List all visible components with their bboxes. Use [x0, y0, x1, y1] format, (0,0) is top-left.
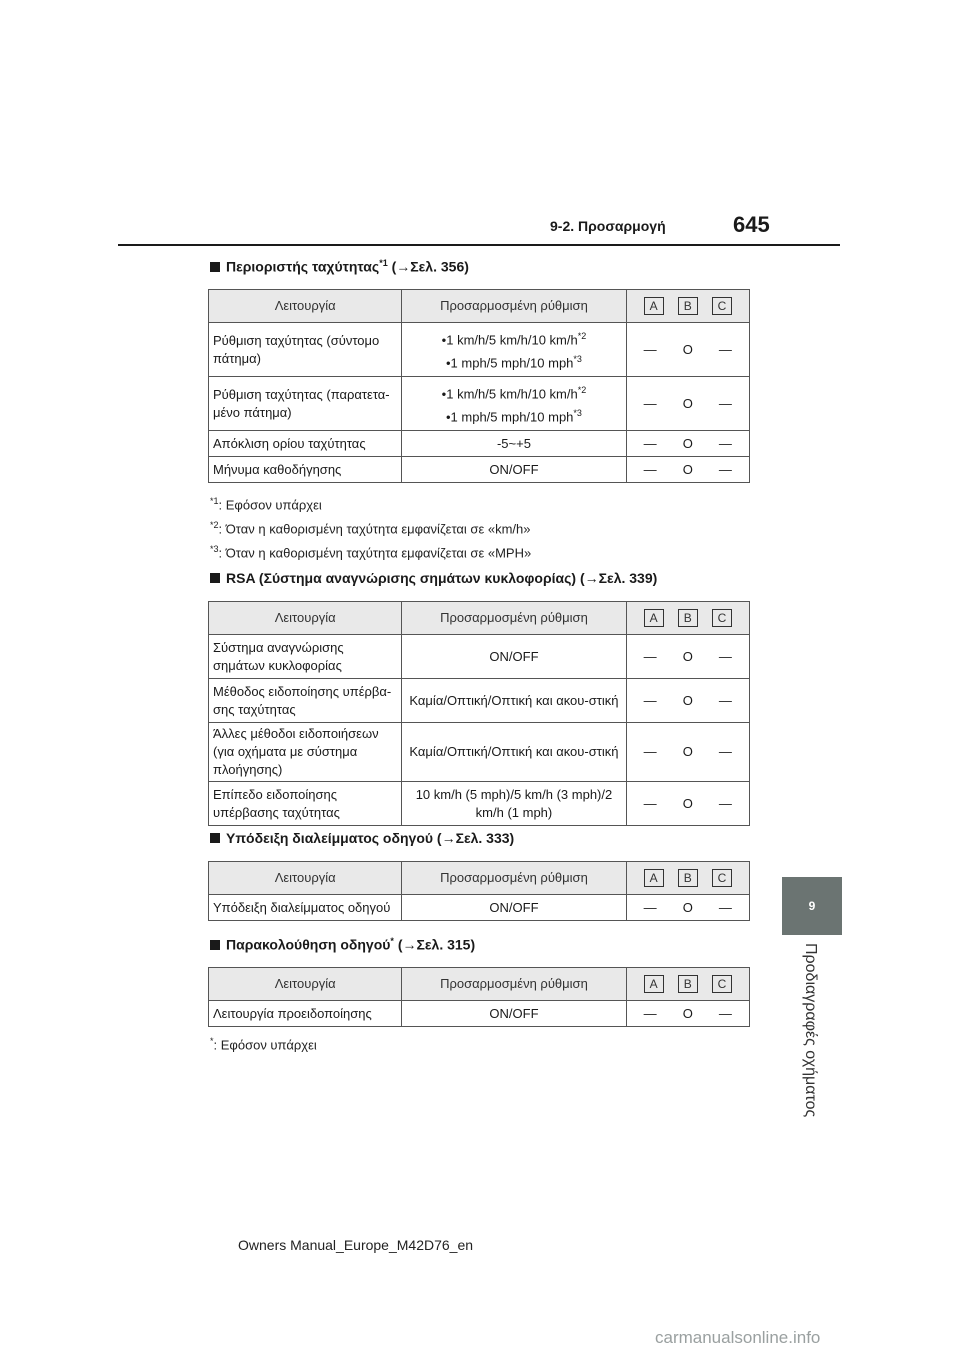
page-reference: (→Σελ. 339)	[579, 570, 658, 586]
setting-cell: ON/OFF	[402, 895, 626, 921]
footnote-marker: *1	[379, 258, 388, 268]
chapter-title: Προδιαγραφές οχήματος	[802, 943, 819, 1118]
setting-cell: -5~+5	[402, 431, 626, 457]
mark-a: —	[643, 744, 657, 759]
mark-a: —	[643, 395, 657, 411]
letter-a-box: A	[644, 297, 664, 315]
footnote	[210, 1036, 317, 1052]
mark-c: —	[718, 1005, 732, 1021]
chapter-tab	[782, 877, 842, 935]
mark-a: —	[643, 1005, 657, 1021]
mark-b: O	[682, 744, 693, 759]
table-header-row	[209, 290, 750, 323]
footnote-marker: *3	[573, 407, 582, 418]
section-header: 9-2. Προσαρμογή	[550, 218, 666, 234]
function-cell: Λειτουργία προειδοποίησης	[209, 1001, 402, 1027]
function-cell: Ρύθμιση ταχύτητας (σύντομο πάτημα)	[209, 323, 402, 377]
function-cell: Σύστημα αναγνώρισης σημάτων κυκλοφορίας	[209, 635, 402, 679]
letter-c-box: C	[712, 869, 732, 887]
setting-cell	[402, 323, 626, 377]
table-header-row	[209, 862, 750, 895]
header-abc	[626, 602, 749, 635]
driver-break-table	[208, 861, 750, 921]
header-abc	[626, 290, 749, 323]
letter-c-box: C	[712, 297, 732, 315]
footnote-marker: *2	[210, 520, 219, 530]
section-heading-rsa	[210, 570, 657, 586]
footnote	[210, 496, 322, 512]
mark-b: O	[682, 795, 693, 811]
function-cell: Άλλες μέθοδοι ειδοποιήσεων (για οχήματα με σύστημα πλοήγησης)	[209, 723, 402, 782]
function-cell: Απόκλιση ορίου ταχύτητας	[209, 431, 402, 457]
watermark: carmanualsonline.info	[655, 1328, 821, 1347]
mark-b: O	[682, 461, 693, 477]
page-number: 645	[733, 212, 770, 237]
chapter-side-label	[800, 943, 820, 1123]
setting-line: •1 km/h/5 km/h/10 km/h	[441, 386, 578, 402]
section-title: Παρακολούθηση οδηγού	[226, 936, 391, 953]
abc-cell	[626, 635, 749, 679]
table-row	[209, 377, 750, 431]
setting-cell: ON/OFF	[402, 1001, 626, 1027]
abc-cell	[626, 457, 749, 483]
mark-c: —	[718, 795, 732, 811]
table-row	[209, 895, 750, 921]
function-cell: Ρύθμιση ταχύτητας (παρατετα-μένο πάτημα)	[209, 377, 402, 431]
function-cell: Μήνυμα καθοδήγησης	[209, 457, 402, 483]
page-reference: (→Σελ. 315)	[397, 936, 476, 953]
footnote-marker: *	[390, 936, 394, 946]
setting-cell	[402, 377, 626, 431]
abc-cell	[626, 895, 749, 921]
section-heading-speed-limiter	[210, 258, 469, 275]
function-cell: Υπόδειξη διαλείμματος οδηγού	[209, 895, 402, 921]
table-row	[209, 782, 750, 826]
letter-b-box: B	[678, 609, 698, 627]
section-heading-driver-break	[210, 830, 514, 846]
header-setting: Προσαρμοσμένη ρύθμιση	[402, 862, 626, 895]
page-reference: (→Σελ. 333)	[436, 830, 515, 846]
footnote-marker: *3	[573, 353, 582, 364]
section-title: RSA (Σύστημα αναγνώρισης σημάτων κυκλοφορίας)	[226, 570, 577, 586]
setting-cell: ON/OFF	[402, 635, 626, 679]
footnote	[210, 544, 531, 560]
footnote-marker: *2	[577, 385, 587, 396]
chapter-number: 9	[808, 899, 816, 913]
mark-c: —	[718, 692, 732, 708]
letter-b-box: B	[678, 297, 698, 315]
driver-monitor-table	[208, 967, 750, 1027]
mark-c: —	[718, 395, 732, 411]
footnote-text: : Όταν η καθορισμένη ταχύτητα εμφανίζεται σε «km/h»	[218, 521, 531, 537]
header-function: Λειτουργία	[209, 862, 402, 895]
header-abc	[626, 968, 749, 1001]
rsa-table	[208, 601, 750, 826]
table-row	[209, 723, 750, 782]
section-title: Περιοριστής ταχύτητας	[226, 258, 380, 275]
square-bullet-icon	[210, 940, 220, 950]
header-function: Λειτουργία	[209, 968, 402, 1001]
mark-a: —	[643, 341, 657, 357]
header-function: Λειτουργία	[209, 290, 402, 323]
table-row	[209, 323, 750, 377]
footnote-marker: *	[210, 1036, 214, 1046]
footnote	[210, 520, 531, 536]
mark-b: O	[682, 1005, 693, 1021]
letter-a-box: A	[644, 869, 664, 887]
abc-cell	[626, 782, 749, 826]
footnote-text: : Εφόσον υπάρχει	[218, 497, 322, 513]
setting-line: •1 mph/5 mph/10 mph	[446, 408, 574, 424]
mark-c: —	[718, 435, 732, 451]
table-row	[209, 457, 750, 483]
letter-c-box: C	[712, 609, 732, 627]
header-setting: Προσαρμοσμένη ρύθμιση	[402, 968, 626, 1001]
square-bullet-icon	[210, 573, 220, 583]
header-function: Λειτουργία	[209, 602, 402, 635]
mark-a: —	[643, 461, 657, 477]
mark-c: —	[718, 341, 732, 357]
footnote-text: : Εφόσον υπάρχει	[213, 1037, 317, 1053]
setting-line: •1 mph/5 mph/10 mph	[446, 354, 574, 370]
abc-cell	[626, 323, 749, 377]
setting-cell: 10 km/h (5 mph)/5 km/h (3 mph)/2 km/h (1 mph)	[402, 782, 626, 826]
section-title: Υπόδειξη διαλείμματος οδηγού	[226, 830, 434, 846]
abc-cell	[626, 1001, 749, 1027]
table-row	[209, 635, 750, 679]
square-bullet-icon	[210, 262, 220, 272]
mark-b: O	[682, 341, 693, 357]
table-row	[209, 431, 750, 457]
mark-b: O	[682, 692, 693, 708]
letter-b-box: B	[678, 869, 698, 887]
table-row	[209, 1001, 750, 1027]
section-heading-driver-monitor	[210, 936, 475, 953]
page-reference: (→Σελ. 356)	[391, 258, 469, 275]
footnote-marker: *1	[210, 496, 219, 506]
footer-manual-id: Owners Manual_Europe_M42D76_en	[238, 1237, 474, 1253]
table-header-row	[209, 602, 750, 635]
square-bullet-icon	[210, 833, 220, 843]
letter-a-box: A	[644, 975, 664, 993]
mark-c: —	[718, 744, 732, 759]
abc-cell	[626, 679, 749, 723]
function-cell: Επίπεδο ειδοποίησης υπέρβασης ταχύτητας	[209, 782, 402, 826]
mark-c: —	[718, 461, 732, 477]
speed-limiter-table	[208, 289, 750, 483]
mark-b: O	[682, 435, 693, 451]
mark-a: —	[643, 435, 657, 451]
footnote-text: : Όταν η καθορισμένη ταχύτητα εμφανίζεται σε «MPH»	[218, 545, 532, 561]
header-setting: Προσαρμοσμένη ρύθμιση	[402, 290, 626, 323]
letter-c-box: C	[712, 975, 732, 993]
header-setting: Προσαρμοσμένη ρύθμιση	[402, 602, 626, 635]
table-row	[209, 679, 750, 723]
mark-a: —	[643, 899, 657, 915]
mark-a: —	[643, 795, 657, 811]
abc-cell	[626, 723, 749, 782]
abc-cell	[626, 431, 749, 457]
mark-a: —	[643, 692, 657, 708]
setting-cell: Καμία/Οπτική/Οπτική και ακου-στική	[402, 679, 626, 723]
setting-line: •1 km/h/5 km/h/10 km/h	[441, 332, 578, 348]
mark-c: —	[718, 899, 732, 915]
function-cell: Μέθοδος ειδοποίησης υπέρβα-σης ταχύτητας	[209, 679, 402, 723]
setting-cell: Καμία/Οπτική/Οπτική και ακου-στική	[402, 723, 626, 782]
mark-c: —	[718, 648, 732, 664]
letter-a-box: A	[644, 609, 664, 627]
table-header-row	[209, 968, 750, 1001]
header-divider	[118, 244, 840, 246]
mark-a: —	[643, 648, 657, 664]
mark-b: O	[682, 648, 693, 664]
setting-cell: ON/OFF	[402, 457, 626, 483]
letter-b-box: B	[678, 975, 698, 993]
footnote-marker: *3	[210, 544, 219, 554]
mark-b: O	[682, 899, 693, 915]
footnote-marker: *2	[577, 331, 587, 342]
header-abc	[626, 862, 749, 895]
abc-cell	[626, 377, 749, 431]
mark-b: O	[682, 395, 693, 411]
